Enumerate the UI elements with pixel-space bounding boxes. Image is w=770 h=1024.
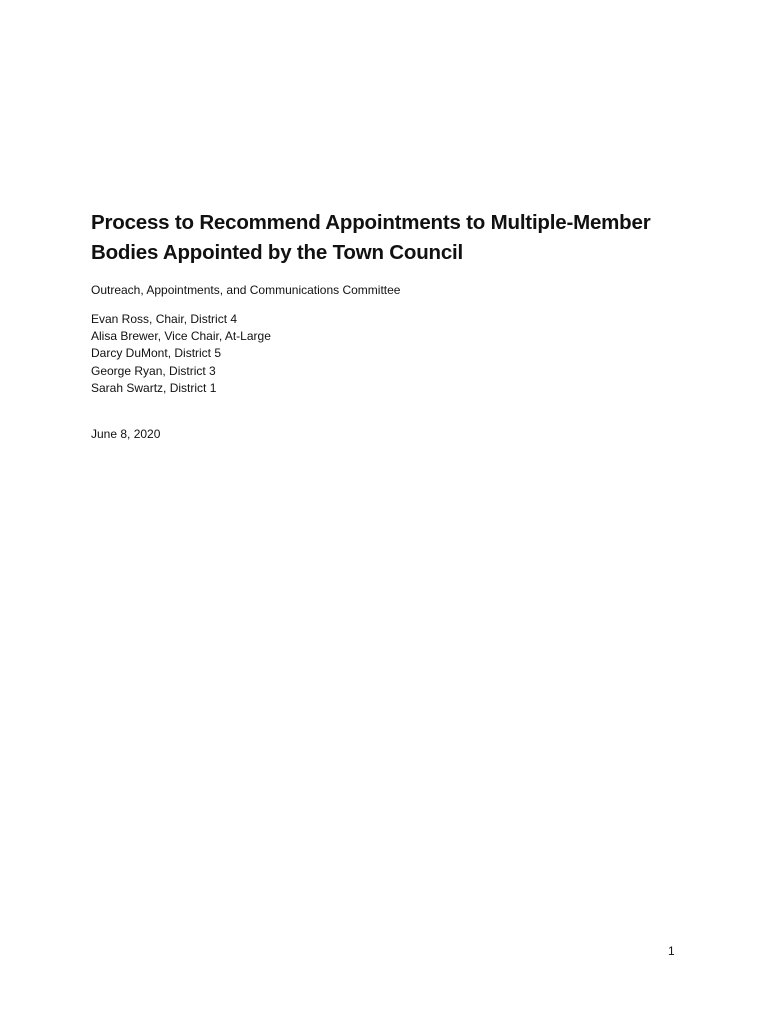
- document-title-line-2: Bodies Appointed by the Town Council: [91, 241, 464, 264]
- page-number: 1: [668, 944, 675, 958]
- document-title-line-1: Process to Recommend Appointments to Multiple-Member: [91, 211, 651, 234]
- committee-member: Sarah Swartz, District 1: [91, 380, 217, 395]
- document-title: [91, 208, 691, 268]
- committee-member: Darcy DuMont, District 5: [91, 346, 222, 361]
- committee-name: Outreach, Appointments, and Communications Committee: [91, 283, 401, 297]
- committee-member: Alisa Brewer, Vice Chair, At-Large: [91, 329, 271, 344]
- committee-members-list: [91, 311, 271, 397]
- document-date: June 8, 2020: [91, 427, 161, 441]
- committee-member: Evan Ross, Chair, District 4: [91, 312, 238, 326]
- committee-member: George Ryan, District 3: [91, 363, 216, 378]
